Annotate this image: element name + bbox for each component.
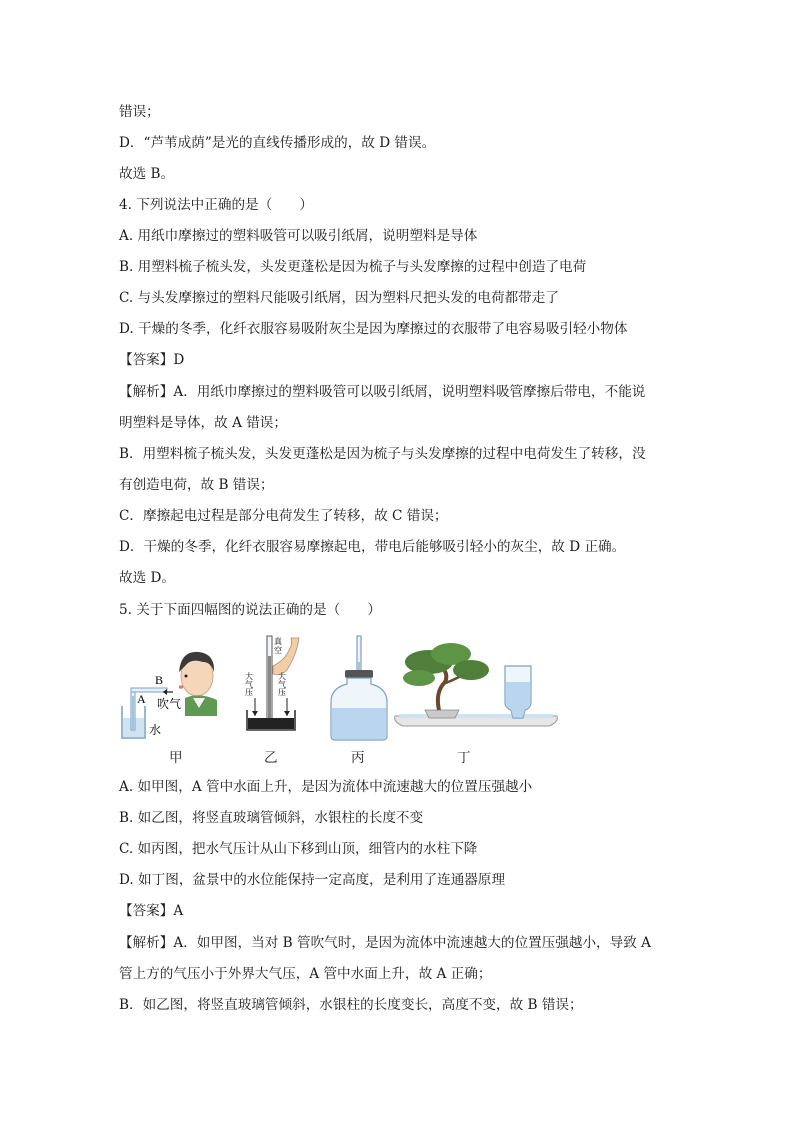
label-a: A [137,692,146,706]
label-blow: 吹气 [157,697,182,711]
question-4-analysis-line: 有创造电荷，故 B 错误； [119,477,274,493]
text-line: 错误； [119,104,160,120]
question-5-answer: 【答案】A [119,903,184,919]
question-5-stem: 5. 关于下面四幅图的说法正确的是（ ） [119,602,381,618]
label-vacuum: 空 [274,646,282,655]
text-line: 故选 B。 [119,166,175,182]
question-4-option-b: B. 用塑料梳子梳头发，头发更蓬松是因为梳子与头发摩擦的过程中创造了电荷 [119,259,587,275]
question-4-answer: 【答案】D [119,352,185,368]
question-4-analysis-line: D．干燥的冬季，化纤衣服容易摩擦起电，带电后能够吸引轻小的灰尘，故 D 正确。 [119,539,626,555]
question-5-option-d: D. 如丁图，盆景中的水位能保持一定高度，是利用了连通器原理 [119,872,506,888]
question-4-analysis-line: 明塑料是导体，故 A 错误； [119,415,287,431]
figure-bing [325,632,395,744]
question-5-option-c: C. 如丙图，把水气压计从山下移到山顶，细管内的水柱下降 [119,841,478,857]
question-4-analysis-line: C．摩擦起电过程是部分电荷发生了转移，故 C 错误； [119,508,448,524]
figure-yi [241,632,311,744]
label-b: B [155,673,164,687]
label-vacuum: 真 [274,637,282,646]
figure-label-ding: 丁 [457,750,471,766]
label-atm-left: 大气压 [244,672,254,696]
figure-ding [389,632,569,744]
question-5-analysis-line: B．如乙图，将竖直玻璃管倾斜，水银柱的长度变长，高度不变，故 B 错误； [119,997,583,1013]
question-5-option-b: B. 如乙图，将竖直玻璃管倾斜，水银柱的长度不变 [119,810,424,826]
figure-label-jia: 甲 [169,750,183,766]
figure-label-yi: 乙 [264,750,278,766]
question-5-analysis-line: 管上方的气压小于外界大气压，A 管中水面上升，故 A 正确； [119,966,492,982]
question-4-stem: 4. 下列说法中正确的是（ ） [119,197,314,213]
question-5-figures [119,632,559,770]
question-4-analysis-line: 故选 D。 [119,570,176,586]
question-4-analysis-line: B．用塑料梳子梳头发，头发更蓬松是因为梳子与头发摩擦的过程中电荷发生了转移，没 [119,446,646,462]
label-atm-right: 大气压 [277,672,287,696]
figure-label-bing: 丙 [351,750,365,766]
question-5-option-a: A. 如甲图，A 管中水面上升，是因为流体中流速越大的位置压强越小 [119,779,533,795]
question-4-option-a: A. 用纸巾摩擦过的塑料吸管可以吸引纸屑，说明塑料是导体 [119,228,478,244]
question-4-option-c: C. 与头发摩擦过的塑料尺能吸引纸屑，因为塑料尺把头发的电荷都带走了 [119,290,559,306]
figure-jia [119,632,219,744]
text-line: D．“芦苇成荫”是光的直线传播形成的，故 D 错误。 [119,135,436,151]
label-water: 水 [149,723,162,737]
question-4-analysis-line: 【解析】A．用纸巾摩擦过的塑料吸管可以吸引纸屑，说明塑料吸管摩擦后带电，不能说 [119,384,646,400]
question-5-analysis-line: 【解析】A．如甲图，当对 B 管吹气时，是因为流体中流速越大的位置压强越小，导致 A [119,935,651,951]
question-4-option-d: D. 干燥的冬季，化纤衣服容易吸附灰尘是因为摩擦过的衣服带了电容易吸引轻小物体 [119,321,628,337]
